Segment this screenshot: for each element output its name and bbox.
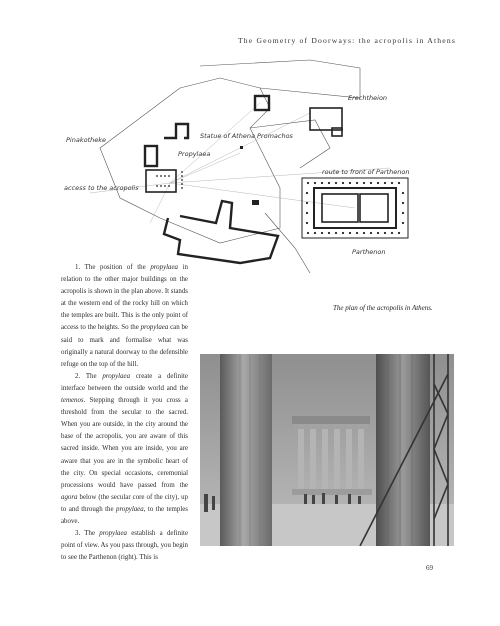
label-access: access to the acropolis <box>64 184 139 192</box>
body-text <box>61 262 188 564</box>
left-column <box>220 354 272 546</box>
p1-term-propylaea-2: propylaea <box>140 324 169 332</box>
p2-text-b: create a definite interface between the outside world and the <box>61 372 188 392</box>
p2-text-a: 2. The <box>75 372 103 380</box>
p1-text-c: can be said to mark and formalise what was originally a natural doorway to the defensible refuge on the top of the hill. <box>61 324 188 368</box>
p2-term-propylaea: propylaea <box>102 372 131 380</box>
label-route: route to front of Parthenon <box>322 168 410 176</box>
p3-term-propylaea: propylaea <box>99 530 127 538</box>
acropolis-plan-sketch <box>60 58 440 283</box>
p2-text-c: . Stepping through it you cross a threshold from the secular to the sacred. When you are outside, in the city around the base of the acropolis, you are aware of this sacred inside. When you are inside, you are aware that you are in the symbolic heart of the city. On special occasions, ceremonial processions would have passed from the <box>61 397 188 489</box>
p1-text-a: 1. The position of the <box>75 264 151 271</box>
p2-term-propylaea-2: propylaea <box>116 505 144 513</box>
paragraph-1 <box>61 262 188 371</box>
figure-caption: The plan of the acropolis in Athens. <box>333 304 433 312</box>
p1-text-b: in relation to the other major buildings on the acropolis is shown in the plan above. It stands at the western end of the rocky hill on which the temples are built. This is the only point of access to the heights. So the <box>61 264 188 332</box>
paragraph-2 <box>61 371 188 528</box>
label-pinakotheke: Pinakotheke <box>66 136 106 144</box>
p1-term-propylaea: propylaea <box>150 264 178 271</box>
p2-text-e: , to the temples above. <box>61 505 188 525</box>
p2-term-temenos: temenos <box>61 397 84 405</box>
p3-text-a: 3. The <box>75 530 100 538</box>
p2-term-agora: agora <box>61 493 78 501</box>
label-propylaea: Propylaea <box>178 150 211 158</box>
paragraph-3 <box>61 528 188 564</box>
label-parthenon: Parthenon <box>352 248 386 256</box>
parthenon-photo <box>200 354 454 546</box>
label-athena-statue: Statue of Athena Promachos <box>200 132 293 140</box>
p3-text-b: establish a definite point of view. As you pass through, you begin to see the Parthenon (right). This is <box>61 530 189 562</box>
page-number: 69 <box>426 564 433 572</box>
running-header: The Geometry of Doorways: the acropolis in Athens <box>237 36 456 45</box>
p2-text-d: below (the secular core of the city), up to and through the <box>61 493 188 513</box>
label-erechtheion: Erechtheion <box>348 94 388 102</box>
